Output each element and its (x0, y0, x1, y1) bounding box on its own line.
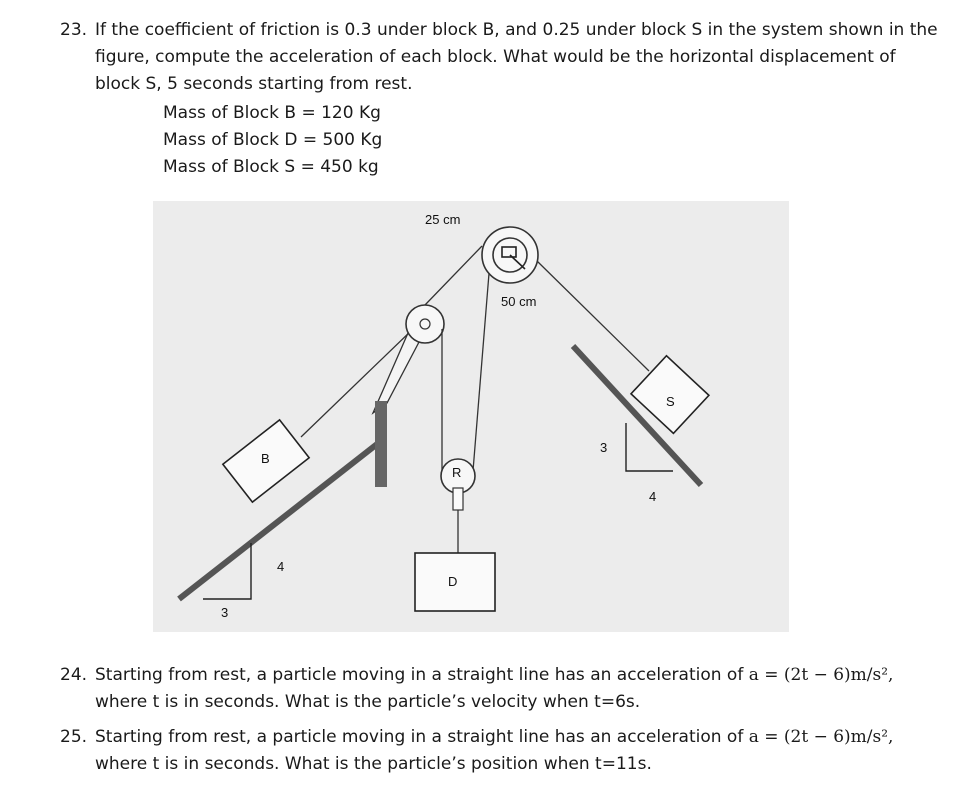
question-number: 24. (60, 665, 88, 685)
question-text: Starting from rest, a particle moving in a straight line has an acceleration of (95, 727, 749, 747)
block-s-label: S (666, 394, 675, 409)
formula: a = (2t − 6)m/s², (748, 665, 894, 685)
block-b-label: B (261, 451, 270, 466)
pulley-system-figure (153, 201, 789, 632)
pulley-r-label: R (452, 465, 462, 480)
block-d-label: D (448, 574, 458, 589)
question-number: 25. (60, 727, 88, 747)
mass-block-b: Mass of Block B = 120 Kg (163, 103, 381, 123)
question-number: 23. (60, 20, 88, 40)
question-23 (60, 17, 940, 98)
question-text-continued: where t is in seconds. What is the particle’s position when t=11s. (95, 754, 652, 774)
formula: a = (2t − 6)m/s², (748, 727, 894, 747)
left-slope-rise-label: 4 (277, 559, 285, 574)
label-25cm: 25 cm (425, 212, 461, 227)
cable-right-up (473, 261, 490, 471)
mass-block-d: Mass of Block D = 500 Kg (163, 130, 383, 150)
label-50cm: 50 cm (501, 294, 537, 309)
left-slope-run-label: 3 (221, 605, 229, 620)
question-24 (60, 662, 960, 716)
right-slope-rise-label: 3 (600, 440, 608, 455)
question-text-continued: where t is in seconds. What is the particle’s velocity when t=6s. (95, 692, 641, 712)
right-slope-run-label: 4 (649, 489, 657, 504)
mass-block-s: Mass of Block S = 450 kg (163, 157, 379, 177)
cable-s (537, 261, 649, 371)
question-25 (60, 724, 960, 778)
question-text: If the coefficient of friction is 0.3 under block B, and 0.25 under block S in the system shown in the figure, compute the acceleration of each block. What would be the horizontal displacement of block S, 5 seconds starting from rest. (95, 20, 938, 94)
support-post (375, 401, 387, 487)
question-text: Starting from rest, a particle moving in a straight line has an acceleration of (95, 665, 749, 685)
figure-drawing (153, 201, 789, 632)
mass-list (163, 100, 382, 181)
